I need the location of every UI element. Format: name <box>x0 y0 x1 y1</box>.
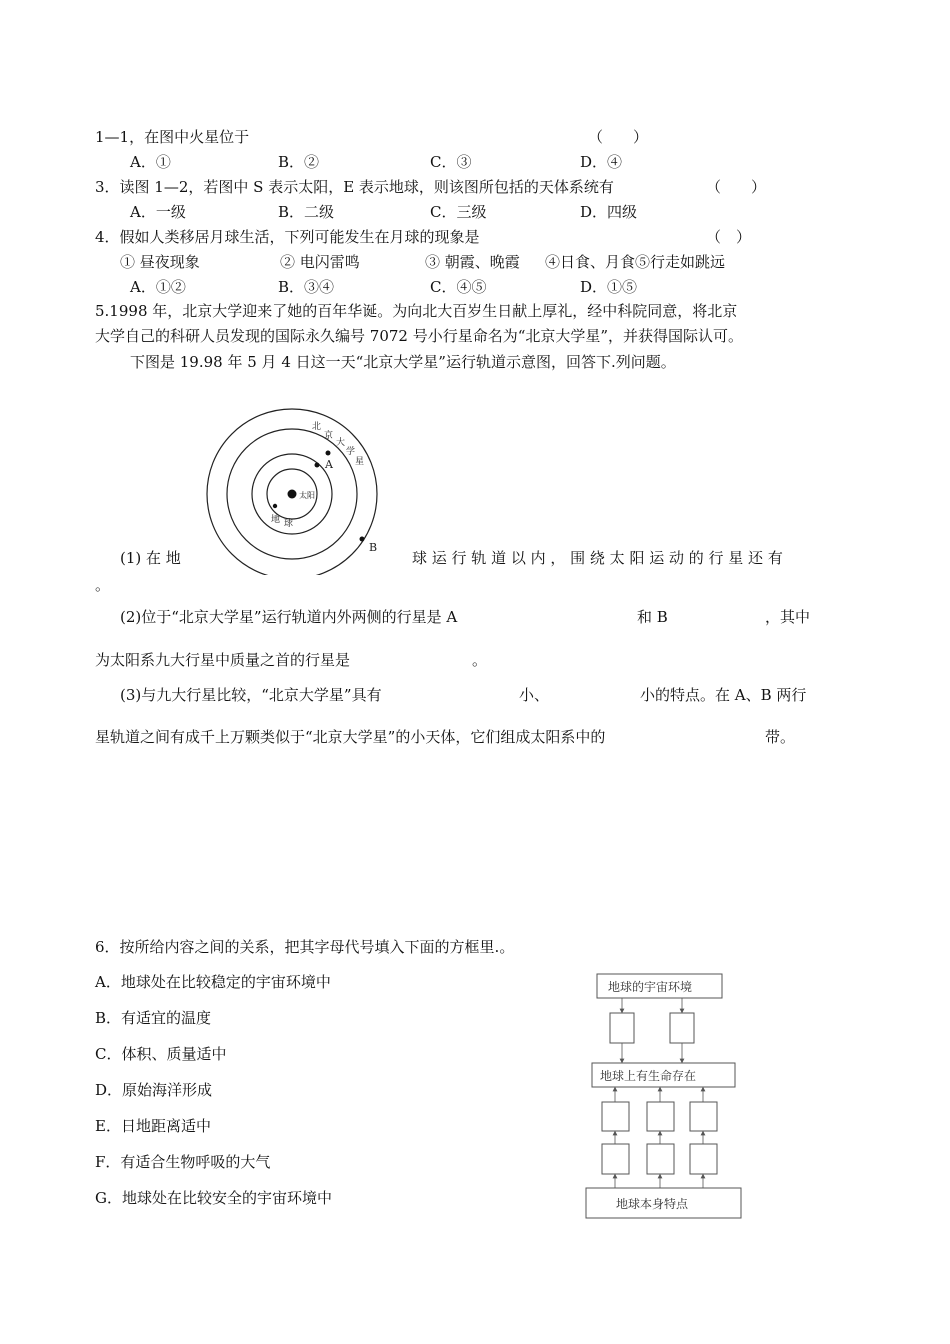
label-sun: 太阳 <box>299 491 315 500</box>
q6-item-g: G．地球处在比较安全的宇宙环境中 <box>95 1189 332 1207</box>
q5-sub2-part4: 为太阳系九大行星中质量之首的行星是 <box>95 651 351 669</box>
q4-phenomenon-2: ② 电闪雷鸣 <box>280 253 360 271</box>
flow-blank-mid-2[interactable] <box>647 1102 674 1131</box>
orbit-name-char-3: 大 <box>336 438 346 448</box>
q3-option-a: A．一级 <box>130 203 186 221</box>
q3-stem: 3．读图 1—2，若图中 S 表示太阳，E 表示地球，则该图所包括的天体系统有 <box>95 178 614 196</box>
q1-bracket: （ ） <box>588 128 649 146</box>
flow-blank-low-1[interactable] <box>602 1144 629 1174</box>
q5-sub2-part2: 和 B <box>637 608 668 626</box>
q5-sub2-part3: ，其中 <box>765 608 811 626</box>
q6-item-b: B．有适宜的温度 <box>95 1009 212 1027</box>
q1-option-b: B．② <box>278 153 320 171</box>
orbit-name-char-4: 学 <box>346 447 356 457</box>
q4-bracket: （ ） <box>706 228 752 246</box>
asteroid-dot <box>326 451 331 456</box>
q4-stem: 4．假如人类移居月球生活，下列可能发生在月球的现象是 <box>95 228 480 246</box>
q6-item-a: A．地球处在比较稳定的宇宙环境中 <box>95 973 331 991</box>
q5-sub3-part3: 小的特点。在 A、B 两行 <box>640 686 807 704</box>
q4-phenomenon-1: ① 昼夜现象 <box>120 253 200 271</box>
sun-dot <box>288 490 297 499</box>
q5-intro-line2: 大学自己的科研人员发现的国际永久编号 7072 号小行星命名为“北京大学星”，并获得国际认可。 <box>95 327 744 345</box>
q5-sub1-part2: 球 运 行 轨 道 以 内 ， 围 绕 太 阳 运 动 的 行 星 还 有 <box>412 549 783 567</box>
label-earth-1: 地 <box>271 515 281 525</box>
orbit-name-char-5: 星 <box>355 457 365 467</box>
q3-bracket: （ ） <box>706 178 767 196</box>
flow-blank-low-2[interactable] <box>647 1144 674 1174</box>
planet-a-dot <box>315 463 320 468</box>
label-earth-2: 球 <box>284 519 294 529</box>
q3-option-c: C．三级 <box>430 203 487 221</box>
q5-sub3-part4: 星轨道之间有成千上万颗类似于“北京大学星”的小天体，它们组成太阳系中的 <box>95 728 606 746</box>
flow-blank-top-2[interactable] <box>670 1013 694 1043</box>
q5-sub3-part5: 带。 <box>765 728 796 746</box>
earth-dot <box>273 504 277 508</box>
q5-intro-line3: 下图是 19.98 年 5 月 4 日这一天“北京大学星”运行轨道示意图，回答下.列问题。 <box>130 353 676 371</box>
orbit-name-char-1: 北 <box>312 422 322 432</box>
flow-diagram <box>580 970 750 1225</box>
flow-blank-mid-1[interactable] <box>602 1102 629 1131</box>
q3-option-b: B．二级 <box>278 203 335 221</box>
q4-option-a: A．①② <box>130 278 186 296</box>
q5-sub1-part1: (1) 在 地 <box>120 549 181 567</box>
q3-option-d: D．四级 <box>580 203 638 221</box>
q1-option-c: C．③ <box>430 153 472 171</box>
q4-option-c: C．④⑤ <box>430 278 487 296</box>
q6-stem: 6．按所给内容之间的关系，把其字母代号填入下面的方框里.。 <box>95 938 515 956</box>
q6-item-e: E．日地距离适中 <box>95 1117 211 1135</box>
q5-sub2-part5: 。 <box>472 651 488 669</box>
flow-label-top: 地球的宇宙环境 <box>608 980 693 994</box>
q5-sub2-part1: (2)位于“北京大学星”运行轨道内外两侧的行星是 A <box>120 608 458 626</box>
label-a: A <box>325 458 333 471</box>
q6-item-f: F．有适合生物呼吸的大气 <box>95 1153 271 1171</box>
q1-option-d: D．④ <box>580 153 623 171</box>
q4-phenomenon-3: ③ 朝霞、晚霞 <box>425 253 520 271</box>
flow-blank-mid-3[interactable] <box>690 1102 717 1131</box>
q1-option-a: A．① <box>130 153 171 171</box>
label-b: B <box>369 541 378 554</box>
q4-phenomenon-4: ④日食、月食⑤行走如跳远 <box>545 253 726 271</box>
q4-option-b: B．③④ <box>278 278 335 296</box>
orbit-diagram <box>200 405 400 577</box>
planet-b-dot <box>360 537 365 542</box>
flow-blank-top-1[interactable] <box>610 1013 634 1043</box>
q5-sub3-part2: 小、 <box>519 686 550 704</box>
q5-intro-line1: 5.1998 年，北京大学迎来了她的百年华诞。为向北大百岁生日献上厚礼，经中科院同意，将北京 <box>95 302 738 320</box>
flow-label-middle: 地球上有生命存在 <box>600 1069 697 1083</box>
q4-option-d: D．①⑤ <box>580 278 638 296</box>
q1-stem: 1—1，在图中火星位于 <box>95 128 250 146</box>
q6-item-d: D．原始海洋形成 <box>95 1081 213 1099</box>
q5-sub3-part1: (3)与九大行星比较，“北京大学星”具有 <box>120 686 382 704</box>
q6-item-c: C．体积、质量适中 <box>95 1045 227 1063</box>
q5-sub1-end: 。 <box>95 576 111 594</box>
flow-blank-low-3[interactable] <box>690 1144 717 1174</box>
flow-label-bottom: 地球本身特点 <box>616 1197 689 1211</box>
orbit-name-char-2: 京 <box>324 431 334 441</box>
